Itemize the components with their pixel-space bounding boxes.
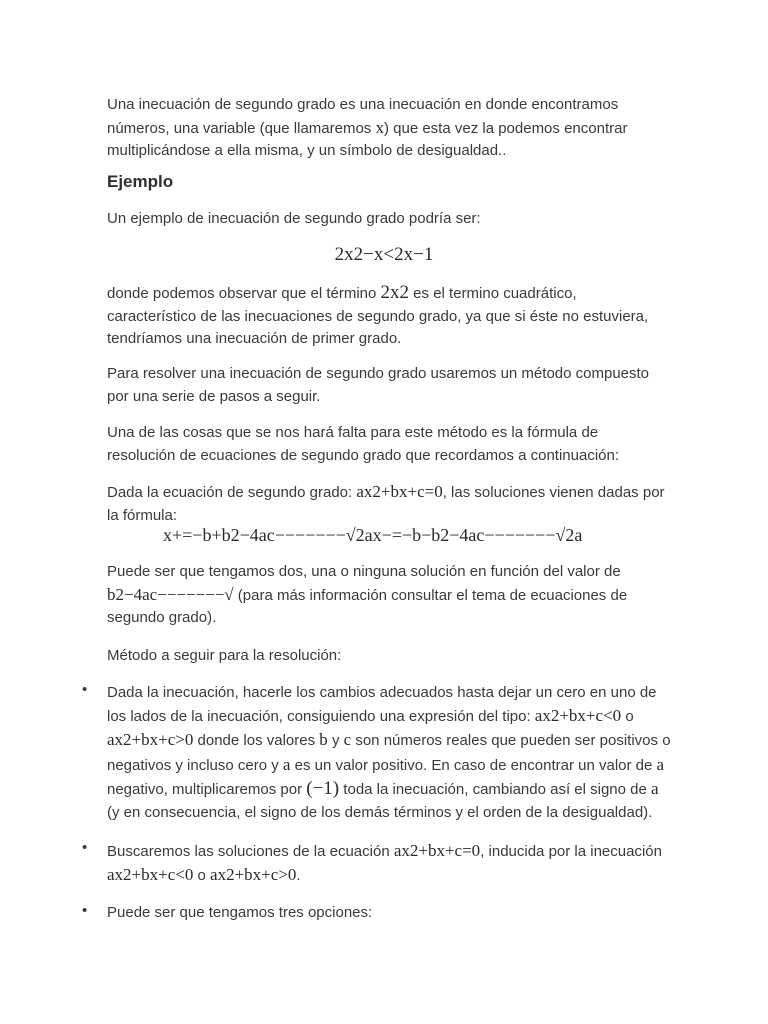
bullet-marker-1: • — [82, 681, 88, 698]
step1-text-4: y — [327, 732, 344, 750]
step1-text-8: toda la inecuación, cambiando así el signo de — [339, 780, 652, 798]
step2-text-3: o — [193, 867, 211, 884]
method-paragraph: Para resolver una inecuación de segundo grado usaremos un método compuesto por una serie de pasos a seguir. — [107, 365, 650, 405]
intro-text-b: ) que esta vez la podemos encontrar multiplicándose a ella misma, y un símbolo de desigualdad.. — [107, 119, 628, 159]
discriminant-text-a: Puede ser que tengamos dos, una o ninguna solución en función del valor de — [107, 563, 621, 580]
quadratic-formula: x+=−b+b2−4ac−−−−−−−√2ax−=−b−b2−4ac−−−−−−−√2a — [163, 525, 583, 545]
variable-x: x — [375, 117, 384, 137]
step1-text-6: es un valor positivo. En caso de encontrar un valor de — [290, 756, 657, 774]
step2-ineq-less: ax2+bx+c<0 — [107, 865, 194, 884]
step2-ineq-greater: ax2+bx+c>0 — [210, 865, 297, 884]
given-equation-paragraph — [107, 481, 667, 527]
intro-text-a: Una inecuación de segundo grado es una inecuación en donde encontramos números, una variable (que llamaremos — [107, 96, 619, 137]
step2-equation: ax2+bx+c=0 — [393, 841, 481, 860]
step1-minus-one: (−1) — [306, 777, 340, 799]
bullet-marker-3: • — [82, 902, 88, 919]
step1-text-5: son números reales que pueden ser positivos o negativos y incluso cero y — [107, 732, 671, 774]
step2-text-2: , inducida por la inecuación — [480, 843, 662, 860]
step1-var-a-2: a — [656, 754, 665, 774]
formula-intro-paragraph: Una de las cosas que se nos hará falta para este método es la fórmula de resolución de ecuaciones de segundo grado que recordamos a continuación: — [107, 424, 620, 464]
quadratic-text-a: donde podemos observar que el término — [107, 285, 381, 302]
intro-paragraph — [107, 94, 667, 163]
example-intro: Un ejemplo de inecuación de segundo grado podría ser: — [107, 210, 481, 227]
list-item-step-1 — [107, 681, 672, 824]
step1-text-9: (y en consecuencia, el signo de los demás términos y el orden de la desigualdad). — [107, 804, 653, 822]
bullet-marker-2: • — [82, 839, 88, 856]
discriminant-paragraph — [107, 561, 667, 630]
step1-var-a: a — [282, 754, 291, 774]
example-heading: Ejemplo — [107, 172, 174, 191]
discriminant-expression: b2−4ac−−−−−−−√ — [107, 584, 234, 604]
step1-ineq-greater: ax2+bx+c>0 — [107, 730, 194, 750]
quadratic-text-b: es el termino cuadrático, característico de las inecuaciones de segundo grado, ya que si éste no estuviera, tendríamos una inecuación de primer grado. — [107, 285, 649, 347]
discriminant-text-b: (para más información consultar el tema de ecuaciones de segundo grado). — [107, 586, 628, 626]
list-item-step-2 — [107, 839, 672, 887]
step2-text-4: . — [296, 867, 301, 884]
quadratic-term: 2x2 — [380, 282, 410, 303]
step1-text-7: negativo, multiplicaremos por — [107, 780, 307, 798]
general-equation: ax2+bx+c=0 — [356, 482, 443, 501]
method-steps-label: Método a seguir para la resolución: — [107, 647, 342, 664]
quadratic-term-paragraph — [107, 282, 667, 351]
step1-text-3: donde los valores — [193, 732, 320, 750]
step1-var-a-3: a — [651, 778, 659, 798]
step1-var-c: c — [343, 730, 352, 750]
given-text-b: , las soluciones vienen dadas por la fórmula: — [107, 484, 665, 524]
example-equation: 2x2−x<2x−1 — [334, 244, 434, 265]
step1-text-1: Dada la inecuación, hacerle los cambios adecuados hasta dejar un cero en uno de los lados de la inecuación, consiguiendo una expresión del tipo: — [107, 684, 657, 726]
step2-text-1: Buscaremos las soluciones de la ecuación — [107, 843, 394, 860]
list-item-step-3: Puede ser que tengamos tres opciones: — [107, 904, 373, 921]
step1-ineq-less: ax2+bx+c<0 — [534, 706, 622, 726]
step1-var-b: b — [319, 730, 328, 750]
given-text-a: Dada la ecuación de segundo grado: — [107, 484, 357, 501]
step1-text-2: o — [621, 708, 634, 726]
